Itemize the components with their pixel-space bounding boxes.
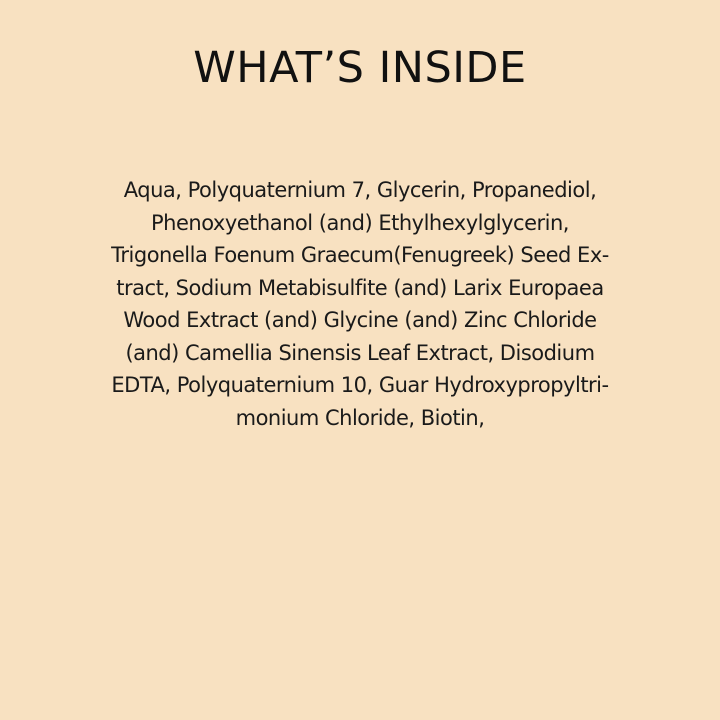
ingredients-line: Aqua, Polyquaternium 7, Glycerin, Propanediol, [123,178,597,202]
ingredients-line: tract, Sodium Metabisulfite (and) Larix Europaea [116,275,604,300]
ingredients-line: Phenoxyethanol (and) Ethylhexylglycerin, [151,210,569,235]
page-title: WHAT’S INSIDE [193,43,527,93]
ingredients-line: (and) Camellia Sinensis Leaf Extract, Disodium [125,340,595,365]
ingredients-line: monium Chloride, Biotin, [235,405,485,430]
ingredients-line: Trigonella Foenum Graecum(Fenugreek) Seed Ex- [111,243,609,267]
ingredients-line: Wood Extract (and) Glycine (and) Zinc Chloride [123,308,597,332]
ingredients-line: EDTA, Polyquaternium 10, Guar Hydroxypropyltri- [111,373,609,397]
ingredients-list [90,174,630,434]
